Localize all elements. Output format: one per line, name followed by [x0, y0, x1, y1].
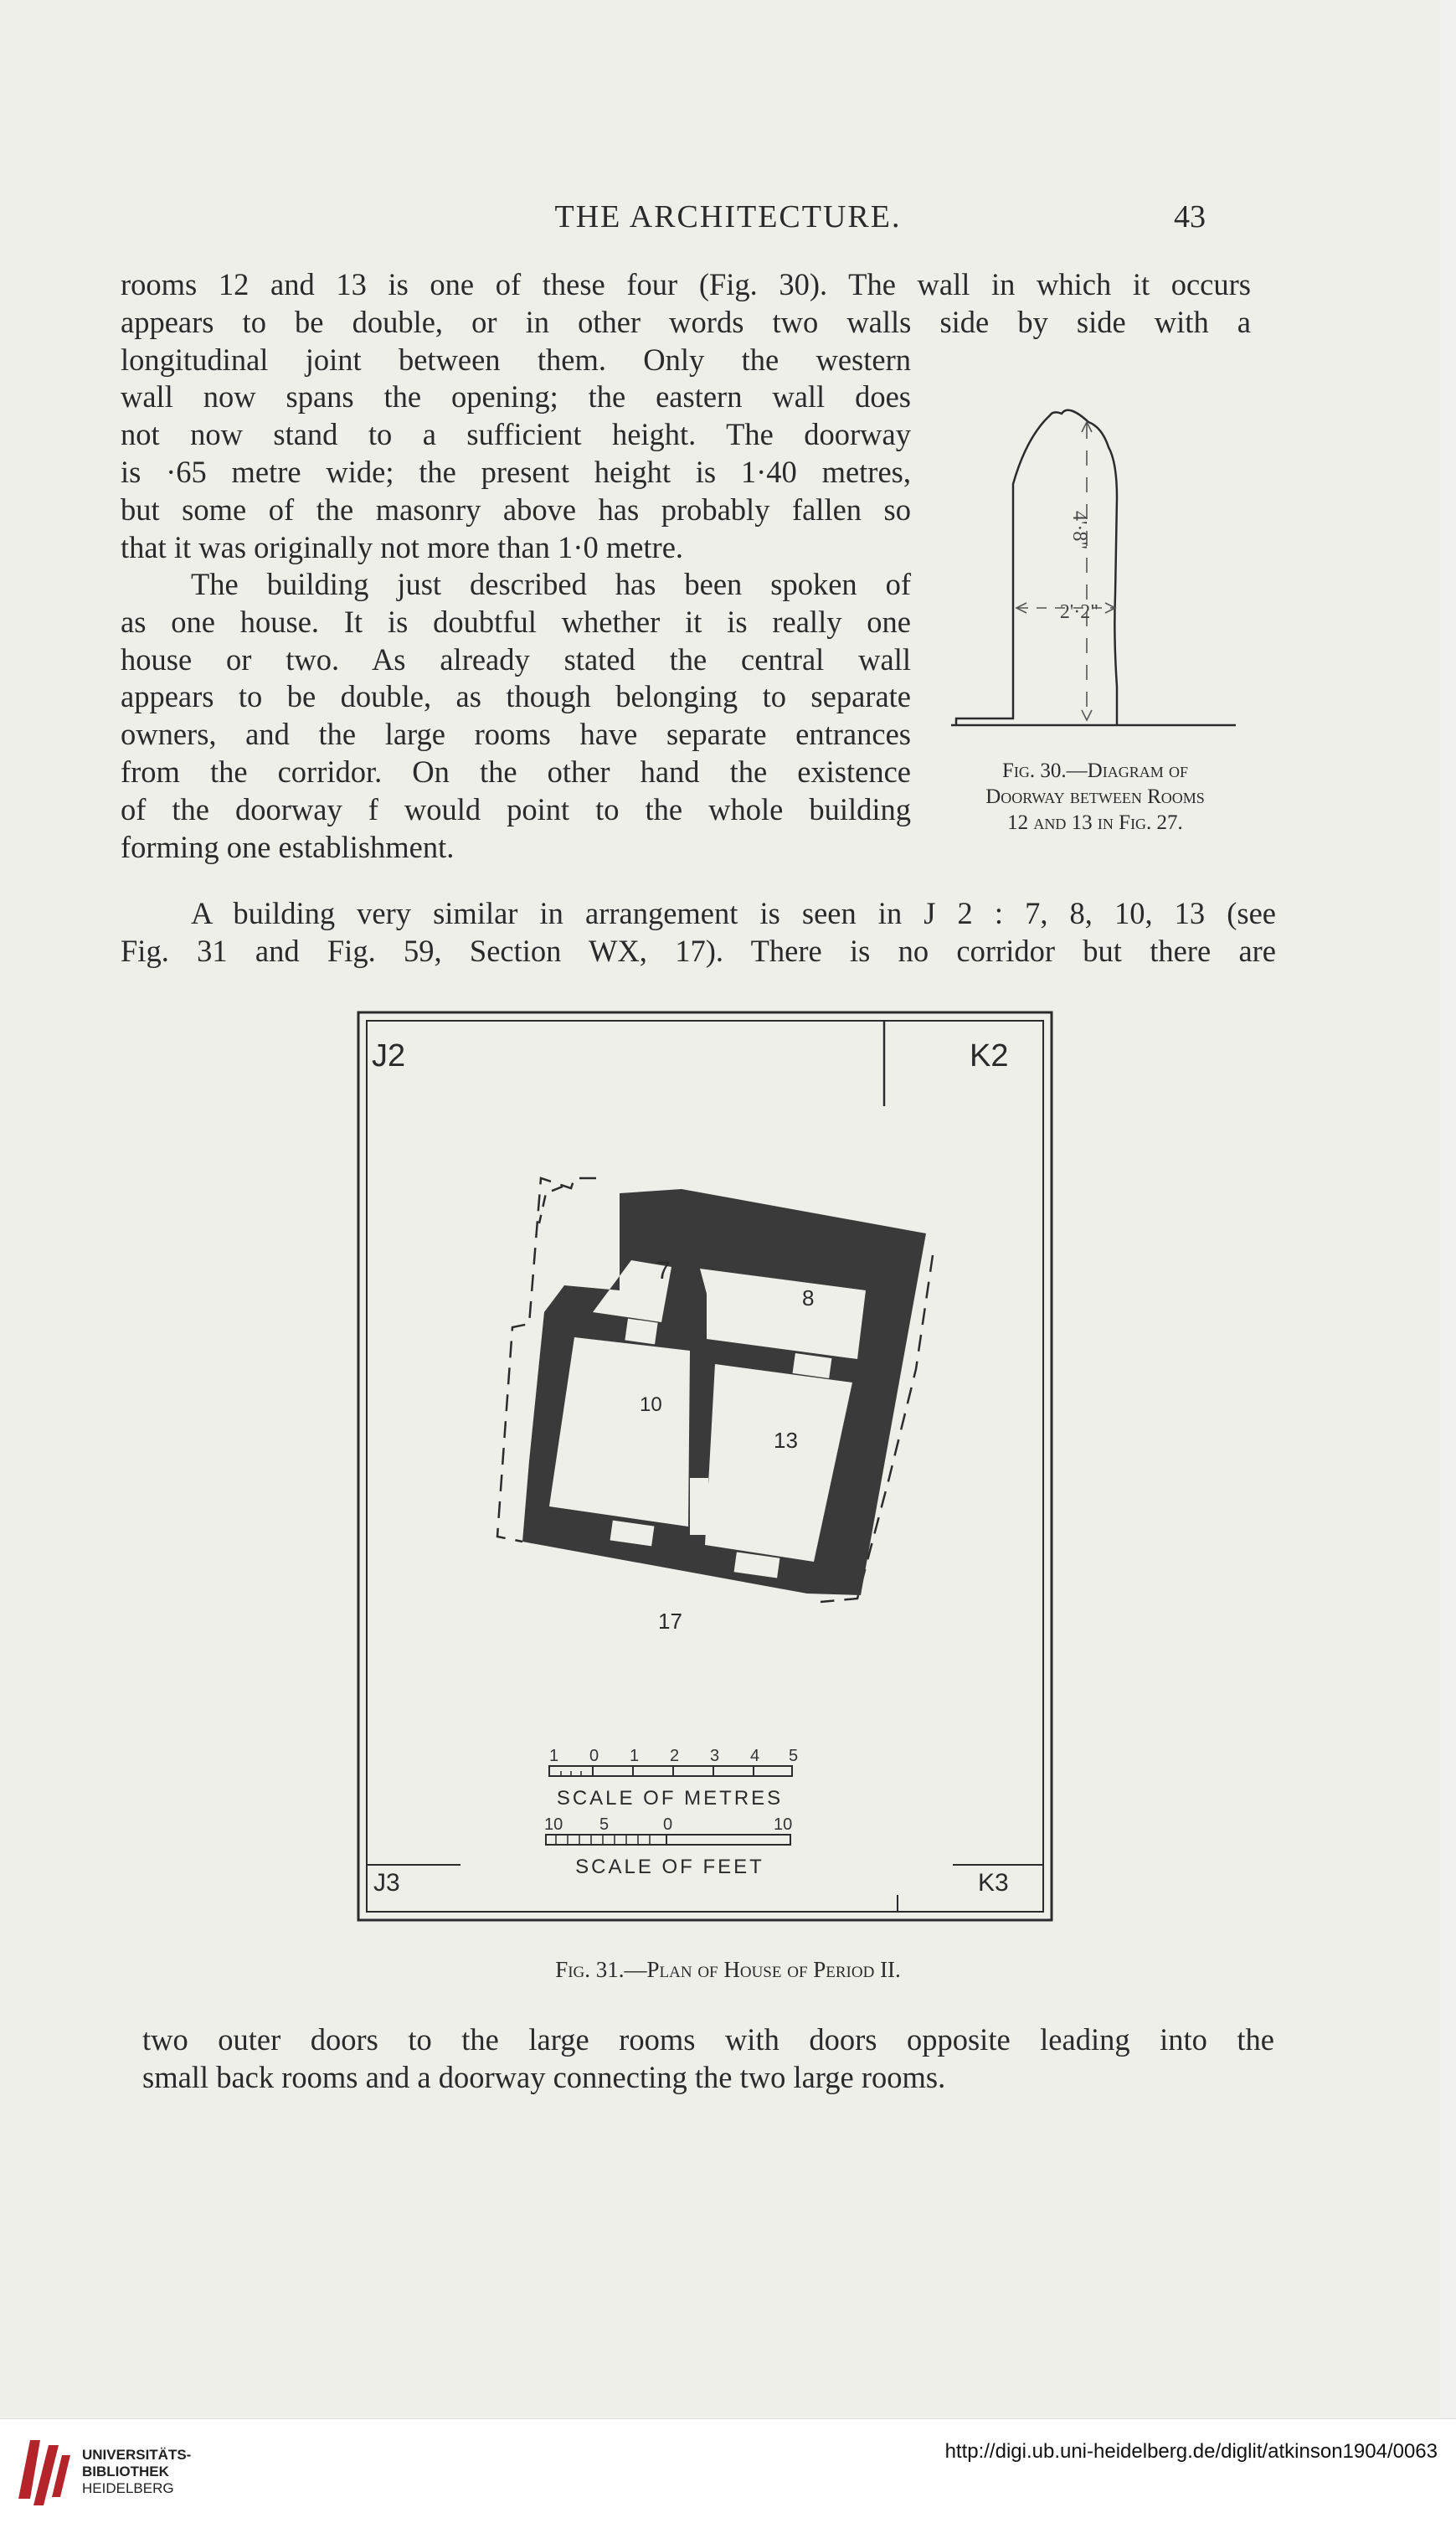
room-10-label: 10	[640, 1393, 662, 1416]
library-name-line: UNIVERSITÄTS-	[82, 2447, 192, 2463]
caption-line: Fig. 30.—Diagram of	[1002, 759, 1188, 782]
text-line: owners, and the large rooms have separate entrances	[121, 717, 911, 752]
caption-line: Doorway between Rooms	[985, 785, 1205, 808]
room-8-label: 8	[802, 1285, 815, 1310]
room-17-label: 17	[658, 1609, 682, 1634]
caption-line: 12 and 13 in Fig. 27.	[1007, 811, 1183, 834]
text-line: is ·65 metre wide; the present height is 1·40 metres,	[121, 454, 911, 489]
text-line: A building very similar in arrangement is seen in J 2 : 7, 8, 10, 13 (see	[191, 896, 1276, 930]
source-url-link[interactable]: http://digi.ub.uni-heidelberg.de/diglit/atkinson1904/0063	[944, 2440, 1438, 2463]
doorway-gap	[625, 1319, 657, 1345]
fig31-house-plan	[355, 1009, 1058, 1923]
footer-bar	[0, 2418, 1456, 2523]
scale-tick-label: 4	[750, 1747, 760, 1765]
scale-tick-label: 0	[663, 1815, 673, 1834]
fig31-caption: Fig. 31.—Plan of House of Period II.	[555, 1957, 901, 1982]
grid-label-j3: J3	[373, 1869, 400, 1897]
text-line: from the corridor. On the other hand the existence	[121, 754, 911, 789]
scale-of-feet-label: SCALE OF FEET	[575, 1856, 764, 1878]
page-number: 43	[1174, 199, 1206, 234]
library-name-line: BIBLIOTHEK	[82, 2464, 169, 2479]
text-line: Fig. 31 and Fig. 59, Section WX, 17). There is no corridor but there are	[121, 933, 1276, 968]
library-logo-icon	[15, 2433, 74, 2509]
text-line: forming one establishment.	[121, 829, 455, 864]
height-label: 4'·8"	[1068, 511, 1090, 550]
doorway-outline	[956, 410, 1117, 725]
text-line: of the doorway f would point to the whole building	[121, 791, 911, 826]
room-13-label: 13	[774, 1428, 798, 1453]
scale-tick-label: 5	[599, 1815, 610, 1834]
scale-of-metres	[549, 1747, 798, 1810]
paragraph-3	[121, 895, 1276, 971]
room-7-label: 7	[656, 1257, 671, 1285]
building-walls	[522, 1189, 926, 1595]
text-line: wall now spans the opening; the eastern wall does	[121, 379, 911, 414]
scale-tick-label: 2	[670, 1747, 680, 1765]
paragraph-4	[142, 2021, 1274, 2097]
scale-tick-label: 10	[774, 1815, 793, 1834]
paragraph-2	[121, 566, 911, 866]
library-name	[82, 2447, 191, 2497]
scale-tick-label: 0	[589, 1747, 599, 1765]
text-line: appears to be double, or in other words two walls side by side with a	[121, 304, 1251, 339]
text-line: rooms 12 and 13 is one of these four (Fig. 30). The wall in which it occurs	[121, 267, 1251, 301]
text-line: two outer doors to the large rooms with doors opposite leading into the	[142, 2022, 1274, 2057]
scale-tick-label: 3	[710, 1747, 720, 1765]
doorway-gap	[690, 1478, 708, 1535]
scale-of-metres-label: SCALE OF METRES	[556, 1787, 784, 1810]
text-line: house or two. As already stated the central wall	[121, 641, 911, 677]
text-line: small back rooms and a doorway connecting the two large rooms.	[142, 2059, 946, 2094]
text-line: appears to be double, as though belonging to separate	[121, 679, 911, 714]
scale-tick-label: 1	[549, 1747, 559, 1765]
library-name-line: HEIDELBERG	[82, 2480, 174, 2496]
grid-label-j2: J2	[372, 1038, 406, 1074]
text-line: The building just described has been spoken of	[191, 567, 911, 601]
text-line: longitudinal joint between them. Only the western	[121, 342, 911, 377]
width-label: 2'·2"	[1059, 601, 1098, 623]
scale-tick-label: 1	[630, 1747, 640, 1765]
running-header: THE ARCHITECTURE.	[554, 199, 902, 234]
text-line: as one house. It is doubtful whether it is really one	[121, 604, 911, 639]
scale-tick-label: 10	[544, 1815, 563, 1834]
grid-label-k3: K3	[978, 1869, 1009, 1897]
grid-label-k2: K2	[970, 1038, 1009, 1074]
fig30-doorway-diagram	[951, 385, 1244, 737]
text-line: not now stand to a sufficient height. The doorway	[121, 417, 911, 452]
scale-of-feet	[544, 1815, 792, 1878]
text-line: that it was originally not more than 1·0 metre.	[121, 529, 684, 564]
fig30-caption	[928, 758, 1263, 836]
scale-tick-label: 5	[789, 1747, 799, 1765]
text-line: but some of the masonry above has probably fallen so	[121, 492, 911, 527]
